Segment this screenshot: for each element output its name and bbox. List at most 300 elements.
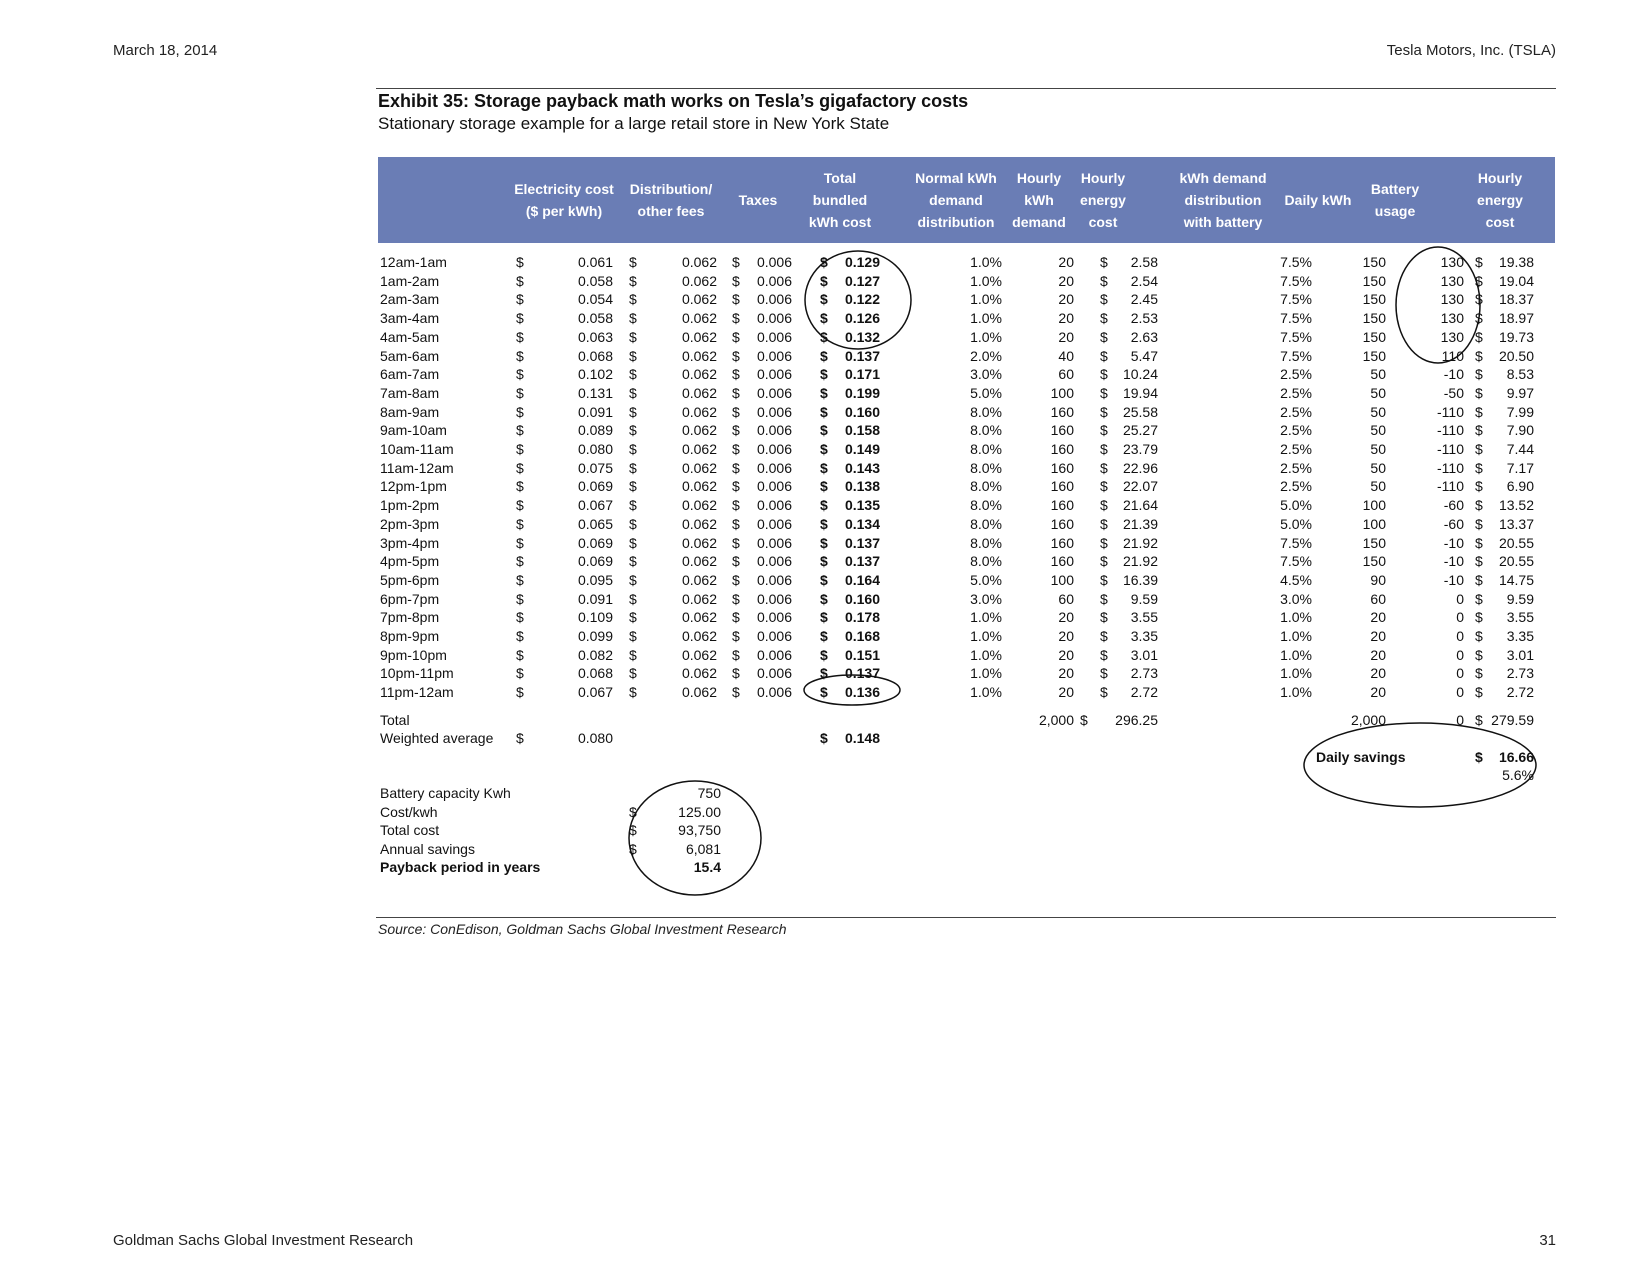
cell-battery-energy-cost: 18.37 [1498, 291, 1534, 308]
currency-sign: $ [1100, 422, 1108, 439]
cell-distribution-fee: 0.062 [681, 422, 717, 439]
cell-hourly-energy-cost: 3.01 [1130, 646, 1158, 663]
cell-daily-kwh: 50 [1370, 478, 1386, 495]
currency-sign: $ [1100, 366, 1108, 383]
currency-sign: $ [1100, 384, 1108, 401]
cell-hourly-kwh: 160 [1050, 403, 1074, 420]
daily-savings-dollar: $ [1475, 749, 1483, 765]
cell-battery-distribution: 2.5% [1280, 366, 1312, 383]
weighted-bundled: 0.148 [844, 730, 880, 746]
currency-sign: $ [629, 478, 637, 495]
currency-sign: $ [629, 609, 637, 626]
cell-hour-range: 10am-11am [380, 441, 454, 457]
currency-sign: $ [629, 441, 637, 457]
cell-hourly-energy-cost: 2.45 [1130, 291, 1158, 308]
currency-sign: $ [629, 515, 637, 532]
cell-hourly-energy-cost: 23.79 [1122, 441, 1158, 457]
cell-bundled-cost: 0.160 [844, 403, 880, 420]
weighted-average-label: Weighted average [380, 730, 494, 746]
cell-hourly-energy-cost: 25.58 [1122, 403, 1158, 420]
cell-battery-distribution: 1.0% [1280, 609, 1312, 626]
currency-sign: $ [1100, 609, 1108, 626]
cell-normal-distribution: 3.0% [970, 366, 1002, 383]
cell-daily-kwh: 150 [1362, 328, 1386, 345]
cell-daily-kwh: 50 [1370, 459, 1386, 476]
col-hourly-energy-cost: Hourly energy cost [1080, 170, 1126, 230]
cell-normal-distribution: 8.0% [970, 497, 1002, 514]
cell-hourly-energy-cost: 2.58 [1130, 254, 1158, 270]
cell-bundled-cost: 0.137 [844, 347, 880, 364]
total-battery-usage: 0 [1456, 712, 1464, 728]
cell-distribution-fee: 0.062 [681, 646, 717, 663]
cell-battery-distribution: 2.5% [1280, 384, 1312, 401]
cell-distribution-fee: 0.062 [681, 571, 717, 588]
currency-sign: $ [1475, 534, 1483, 551]
cell-battery-energy-cost: 7.90 [1506, 422, 1534, 439]
currency-sign: $ [1100, 497, 1108, 514]
currency-sign: $ [1100, 347, 1108, 364]
cell-normal-distribution: 2.0% [970, 347, 1002, 364]
cell-hourly-energy-cost: 19.94 [1122, 384, 1158, 401]
cell-battery-usage: 130 [1440, 272, 1464, 289]
cell-battery-energy-cost: 7.99 [1506, 403, 1534, 420]
cell-daily-kwh: 150 [1362, 347, 1386, 364]
cell-hourly-energy-cost: 16.39 [1122, 571, 1158, 588]
currency-sign: $ [820, 665, 828, 682]
currency-sign: $ [1475, 459, 1483, 476]
cell-hour-range: 6am-7am [380, 366, 440, 383]
battery-item-label: Cost/kwh [380, 803, 438, 820]
weighted-bundled-dollar: $ [820, 730, 828, 746]
currency-sign: $ [516, 534, 524, 551]
cell-hourly-kwh: 20 [1058, 684, 1074, 701]
cell-normal-distribution: 1.0% [970, 254, 1002, 270]
cell-normal-distribution: 8.0% [970, 478, 1002, 495]
currency-sign: $ [629, 291, 637, 308]
cell-daily-kwh: 90 [1370, 571, 1386, 588]
cell-bundled-cost: 0.164 [844, 571, 880, 588]
cell-distribution-fee: 0.062 [681, 553, 717, 570]
currency-sign: $ [629, 822, 637, 839]
currency-sign: $ [820, 628, 828, 644]
currency-sign: $ [516, 384, 524, 401]
cell-distribution-fee: 0.062 [681, 665, 717, 682]
cell-battery-usage: -10 [1443, 571, 1464, 588]
cell-hourly-kwh: 60 [1058, 366, 1074, 383]
cell-hour-range: 8pm-9pm [380, 628, 440, 644]
cell-hourly-kwh: 160 [1050, 441, 1074, 457]
cell-distribution-fee: 0.062 [681, 684, 717, 701]
cell-bundled-cost: 0.137 [844, 534, 880, 551]
cell-hour-range: 1pm-2pm [380, 497, 440, 514]
cell-battery-energy-cost: 3.35 [1506, 628, 1534, 644]
cell-battery-distribution: 7.5% [1280, 254, 1312, 270]
currency-sign: $ [629, 384, 637, 401]
cell-hourly-energy-cost: 3.55 [1130, 609, 1158, 626]
total-battery-dollar: $ [1475, 712, 1483, 728]
cell-battery-distribution: 1.0% [1280, 628, 1312, 644]
cell-battery-usage: 0 [1456, 590, 1464, 607]
currency-sign: $ [820, 291, 828, 308]
cell-hourly-kwh: 160 [1050, 459, 1074, 476]
cell-daily-kwh: 20 [1370, 628, 1386, 644]
cell-battery-distribution: 7.5% [1280, 272, 1312, 289]
cell-battery-usage: 0 [1456, 684, 1464, 701]
page-number: 31 [1539, 1232, 1556, 1249]
currency-sign: $ [1100, 646, 1108, 663]
cell-bundled-cost: 0.160 [844, 590, 880, 607]
battery-item-value: 93,750 [678, 822, 721, 839]
cell-battery-usage: 110 [1441, 347, 1464, 364]
cell-taxes: 0.006 [756, 272, 792, 289]
cell-battery-energy-cost: 14.75 [1498, 571, 1534, 588]
currency-sign: $ [516, 403, 524, 420]
cell-hour-range: 7am-8am [380, 384, 440, 401]
cell-taxes: 0.006 [756, 403, 792, 420]
col-daily-kwh: Daily kWh [1284, 192, 1352, 208]
currency-sign: $ [1475, 553, 1483, 570]
currency-sign: $ [820, 272, 828, 289]
currency-sign: $ [732, 646, 740, 663]
currency-sign: $ [1475, 384, 1483, 401]
col-hourly-kwh-demand: Hourly kWh demand [1012, 170, 1066, 230]
cell-battery-usage: -10 [1443, 553, 1464, 570]
currency-sign: $ [516, 515, 524, 532]
currency-sign: $ [732, 366, 740, 383]
cell-taxes: 0.006 [756, 590, 792, 607]
cell-hourly-kwh: 160 [1050, 515, 1074, 532]
cell-normal-distribution: 1.0% [970, 628, 1002, 644]
cell-hour-range: 3am-4am [380, 310, 440, 327]
battery-item-label: Battery capacity Kwh [380, 785, 511, 801]
currency-sign: $ [1100, 291, 1108, 308]
cell-electricity-cost: 0.054 [577, 291, 613, 308]
currency-sign: $ [1100, 515, 1108, 532]
currency-sign: $ [820, 478, 828, 495]
currency-sign: $ [629, 553, 637, 570]
cell-hourly-energy-cost: 9.59 [1130, 590, 1158, 607]
cell-bundled-cost: 0.143 [844, 459, 880, 476]
cell-electricity-cost: 0.063 [577, 328, 613, 345]
cell-daily-kwh: 50 [1370, 441, 1386, 457]
cell-battery-energy-cost: 3.01 [1506, 646, 1534, 663]
cell-hourly-energy-cost: 5.47 [1130, 347, 1158, 364]
currency-sign: $ [629, 347, 637, 364]
cell-battery-usage: 130 [1440, 291, 1464, 308]
currency-sign: $ [732, 328, 740, 345]
cell-battery-usage: -50 [1443, 384, 1464, 401]
cell-battery-distribution: 1.0% [1280, 684, 1312, 701]
currency-sign: $ [516, 497, 524, 514]
cell-electricity-cost: 0.095 [577, 571, 613, 588]
cell-battery-distribution: 2.5% [1280, 478, 1312, 495]
cell-normal-distribution: 8.0% [970, 403, 1002, 420]
currency-sign: $ [732, 422, 740, 439]
cell-hourly-kwh: 20 [1058, 328, 1074, 345]
top-rule [376, 88, 1556, 89]
currency-sign: $ [629, 366, 637, 383]
currency-sign: $ [732, 441, 740, 457]
cell-daily-kwh: 20 [1370, 684, 1386, 701]
cell-electricity-cost: 0.082 [577, 646, 613, 663]
cell-hour-range: 6pm-7pm [380, 590, 440, 607]
cell-hourly-energy-cost: 2.72 [1130, 684, 1158, 701]
cell-hourly-kwh: 20 [1058, 254, 1074, 270]
cell-electricity-cost: 0.069 [577, 534, 613, 551]
cell-taxes: 0.006 [756, 609, 792, 626]
currency-sign: $ [516, 571, 524, 588]
cell-battery-energy-cost: 19.73 [1498, 328, 1534, 345]
cell-hour-range: 12am-1am [380, 254, 447, 270]
cell-battery-energy-cost: 20.50 [1498, 347, 1534, 364]
cell-battery-energy-cost: 20.55 [1498, 534, 1534, 551]
currency-sign: $ [1100, 534, 1108, 551]
currency-sign: $ [516, 646, 524, 663]
currency-sign: $ [629, 254, 637, 270]
currency-sign: $ [516, 272, 524, 289]
cell-distribution-fee: 0.062 [681, 272, 717, 289]
currency-sign: $ [516, 459, 524, 476]
cell-bundled-cost: 0.127 [844, 272, 880, 289]
cell-hour-range: 2pm-3pm [380, 515, 440, 532]
cell-bundled-cost: 0.149 [844, 441, 880, 457]
currency-sign: $ [516, 291, 524, 308]
cell-electricity-cost: 0.058 [577, 310, 613, 327]
cell-hour-range: 4am-5am [380, 328, 440, 345]
cell-battery-usage: 0 [1456, 609, 1464, 626]
currency-sign: $ [820, 553, 828, 570]
cell-taxes: 0.006 [756, 571, 792, 588]
cell-battery-distribution: 7.5% [1280, 534, 1312, 551]
cell-hour-range: 1am-2am [380, 272, 440, 289]
cell-distribution-fee: 0.062 [681, 366, 717, 383]
cell-battery-distribution: 2.5% [1280, 441, 1312, 457]
currency-sign: $ [1475, 646, 1483, 663]
currency-sign: $ [1475, 272, 1483, 289]
cell-taxes: 0.006 [756, 366, 792, 383]
cell-normal-distribution: 1.0% [970, 272, 1002, 289]
currency-sign: $ [732, 459, 740, 476]
currency-sign: $ [1475, 291, 1483, 308]
cell-bundled-cost: 0.138 [844, 478, 880, 495]
cell-normal-distribution: 8.0% [970, 441, 1002, 457]
cell-bundled-cost: 0.171 [844, 366, 880, 383]
cell-bundled-cost: 0.151 [844, 646, 880, 663]
currency-sign: $ [1475, 254, 1483, 270]
cell-battery-usage: -110 [1437, 478, 1464, 495]
currency-sign: $ [516, 310, 524, 327]
source-note: Source: ConEdison, Goldman Sachs Global Investment Research [378, 921, 787, 937]
cell-normal-distribution: 8.0% [970, 515, 1002, 532]
cell-battery-usage: 130 [1440, 310, 1464, 327]
cell-bundled-cost: 0.126 [844, 310, 880, 327]
cell-battery-energy-cost: 19.38 [1498, 254, 1534, 270]
cell-electricity-cost: 0.068 [577, 665, 613, 682]
cell-taxes: 0.006 [756, 478, 792, 495]
cell-battery-usage: -10 [1443, 366, 1464, 383]
cell-electricity-cost: 0.099 [577, 628, 613, 644]
cell-hour-range: 5pm-6pm [380, 571, 440, 588]
currency-sign: $ [1100, 459, 1108, 476]
cell-hourly-energy-cost: 2.63 [1130, 328, 1158, 345]
cell-distribution-fee: 0.062 [681, 459, 717, 476]
cell-battery-usage: -110 [1437, 422, 1464, 439]
currency-sign: $ [732, 628, 740, 644]
currency-sign: $ [629, 534, 637, 551]
cell-hourly-kwh: 40 [1058, 347, 1074, 364]
cell-normal-distribution: 1.0% [970, 684, 1002, 701]
currency-sign: $ [820, 459, 828, 476]
cell-battery-usage: -110 [1437, 403, 1464, 420]
cell-hourly-energy-cost: 2.73 [1130, 665, 1158, 682]
currency-sign: $ [1100, 590, 1108, 607]
cell-battery-distribution: 2.5% [1280, 459, 1312, 476]
cell-battery-energy-cost: 7.17 [1506, 459, 1534, 476]
cell-battery-usage: -110 [1437, 441, 1464, 457]
cell-bundled-cost: 0.158 [844, 422, 880, 439]
cell-distribution-fee: 0.062 [681, 590, 717, 607]
cell-hourly-kwh: 160 [1050, 497, 1074, 514]
weighted-electricity: 0.080 [577, 730, 613, 746]
currency-sign: $ [732, 571, 740, 588]
cell-hour-range: 11am-12am [380, 459, 454, 476]
cell-hourly-energy-cost: 25.27 [1122, 422, 1158, 439]
currency-sign: $ [820, 347, 828, 364]
report-date: March 18, 2014 [113, 42, 218, 59]
cell-distribution-fee: 0.062 [681, 328, 717, 345]
cell-battery-usage: 0 [1456, 628, 1464, 644]
cell-bundled-cost: 0.199 [844, 384, 880, 401]
cell-bundled-cost: 0.132 [844, 328, 880, 345]
cell-electricity-cost: 0.089 [577, 422, 613, 439]
cell-normal-distribution: 1.0% [970, 665, 1002, 682]
currency-sign: $ [1475, 515, 1483, 532]
cell-distribution-fee: 0.062 [681, 478, 717, 495]
currency-sign: $ [1100, 571, 1108, 588]
cell-battery-energy-cost: 8.53 [1506, 366, 1534, 383]
cell-distribution-fee: 0.062 [681, 628, 717, 644]
cell-distribution-fee: 0.062 [681, 254, 717, 270]
cell-hourly-kwh: 20 [1058, 310, 1074, 327]
cell-electricity-cost: 0.067 [577, 684, 613, 701]
cell-battery-distribution: 2.5% [1280, 422, 1312, 439]
cell-distribution-fee: 0.062 [681, 291, 717, 308]
cell-taxes: 0.006 [756, 459, 792, 476]
daily-savings-value: 16.66 [1498, 749, 1534, 765]
battery-item-value: 750 [697, 785, 721, 801]
currency-sign: $ [732, 515, 740, 532]
cell-hour-range: 4pm-5pm [380, 553, 440, 570]
cell-bundled-cost: 0.129 [844, 254, 880, 270]
cell-electricity-cost: 0.091 [577, 590, 613, 607]
cell-bundled-cost: 0.122 [844, 291, 880, 308]
currency-sign: $ [1100, 553, 1108, 570]
cell-hourly-kwh: 100 [1050, 571, 1074, 588]
cell-taxes: 0.006 [756, 384, 792, 401]
cell-hour-range: 9am-10am [380, 422, 447, 439]
cell-electricity-cost: 0.075 [577, 459, 613, 476]
cell-distribution-fee: 0.062 [681, 347, 717, 364]
currency-sign: $ [629, 803, 637, 820]
cell-electricity-cost: 0.069 [577, 478, 613, 495]
currency-sign: $ [1475, 497, 1483, 514]
cell-battery-usage: 130 [1440, 328, 1464, 345]
currency-sign: $ [516, 628, 524, 644]
cell-hourly-kwh: 160 [1050, 422, 1074, 439]
cell-distribution-fee: 0.062 [681, 515, 717, 532]
cell-normal-distribution: 1.0% [970, 646, 1002, 663]
cell-distribution-fee: 0.062 [681, 497, 717, 514]
cell-battery-distribution: 7.5% [1280, 310, 1312, 327]
col-total-bundled: Total bundled kWh cost [808, 170, 872, 230]
col-electricity-cost: Electricity cost ($ per kWh) [514, 181, 614, 219]
cell-electricity-cost: 0.061 [577, 254, 613, 270]
currency-sign: $ [732, 684, 740, 701]
currency-sign: $ [732, 384, 740, 401]
cell-battery-energy-cost: 9.59 [1506, 590, 1534, 607]
cell-battery-distribution: 4.5% [1280, 571, 1312, 588]
currency-sign: $ [820, 441, 828, 457]
currency-sign: $ [732, 254, 740, 270]
currency-sign: $ [629, 571, 637, 588]
cell-battery-energy-cost: 19.04 [1498, 272, 1534, 289]
currency-sign: $ [820, 646, 828, 663]
cell-battery-energy-cost: 20.55 [1498, 553, 1534, 570]
currency-sign: $ [732, 665, 740, 682]
total-hourly-kwh: 2,000 [1038, 712, 1074, 728]
currency-sign: $ [732, 291, 740, 308]
cell-daily-kwh: 20 [1370, 665, 1386, 682]
currency-sign: $ [629, 403, 637, 420]
currency-sign: $ [629, 497, 637, 514]
cell-distribution-fee: 0.062 [681, 534, 717, 551]
cell-daily-kwh: 50 [1370, 422, 1386, 439]
cell-distribution-fee: 0.062 [681, 441, 717, 457]
cell-taxes: 0.006 [756, 646, 792, 663]
cell-bundled-cost: 0.168 [844, 628, 880, 644]
cell-daily-kwh: 150 [1362, 534, 1386, 551]
currency-sign: $ [820, 366, 828, 383]
cell-bundled-cost: 0.137 [844, 665, 880, 682]
cell-hour-range: 12pm-1pm [380, 478, 447, 495]
cell-hourly-kwh: 20 [1058, 272, 1074, 289]
currency-sign: $ [629, 459, 637, 476]
currency-sign: $ [629, 590, 637, 607]
currency-sign: $ [516, 328, 524, 345]
currency-sign: $ [1475, 366, 1483, 383]
currency-sign: $ [1100, 684, 1108, 701]
currency-sign: $ [1100, 665, 1108, 682]
cell-hourly-energy-cost: 3.35 [1130, 628, 1158, 644]
cell-hourly-energy-cost: 10.24 [1122, 366, 1158, 383]
cell-taxes: 0.006 [756, 553, 792, 570]
currency-sign: $ [820, 422, 828, 439]
cell-hourly-energy-cost: 21.92 [1122, 553, 1158, 570]
cell-hourly-energy-cost: 2.54 [1130, 272, 1158, 289]
cell-electricity-cost: 0.091 [577, 403, 613, 420]
cell-daily-kwh: 50 [1370, 366, 1386, 383]
currency-sign: $ [1100, 403, 1108, 420]
cell-battery-energy-cost: 18.97 [1498, 310, 1534, 327]
cell-normal-distribution: 3.0% [970, 590, 1002, 607]
cell-battery-energy-cost: 13.52 [1498, 497, 1534, 514]
cell-distribution-fee: 0.062 [681, 609, 717, 626]
cell-electricity-cost: 0.067 [577, 497, 613, 514]
cell-taxes: 0.006 [756, 347, 792, 364]
cell-distribution-fee: 0.062 [681, 403, 717, 420]
cell-battery-distribution: 5.0% [1280, 497, 1312, 514]
cell-battery-usage: 0 [1456, 665, 1464, 682]
